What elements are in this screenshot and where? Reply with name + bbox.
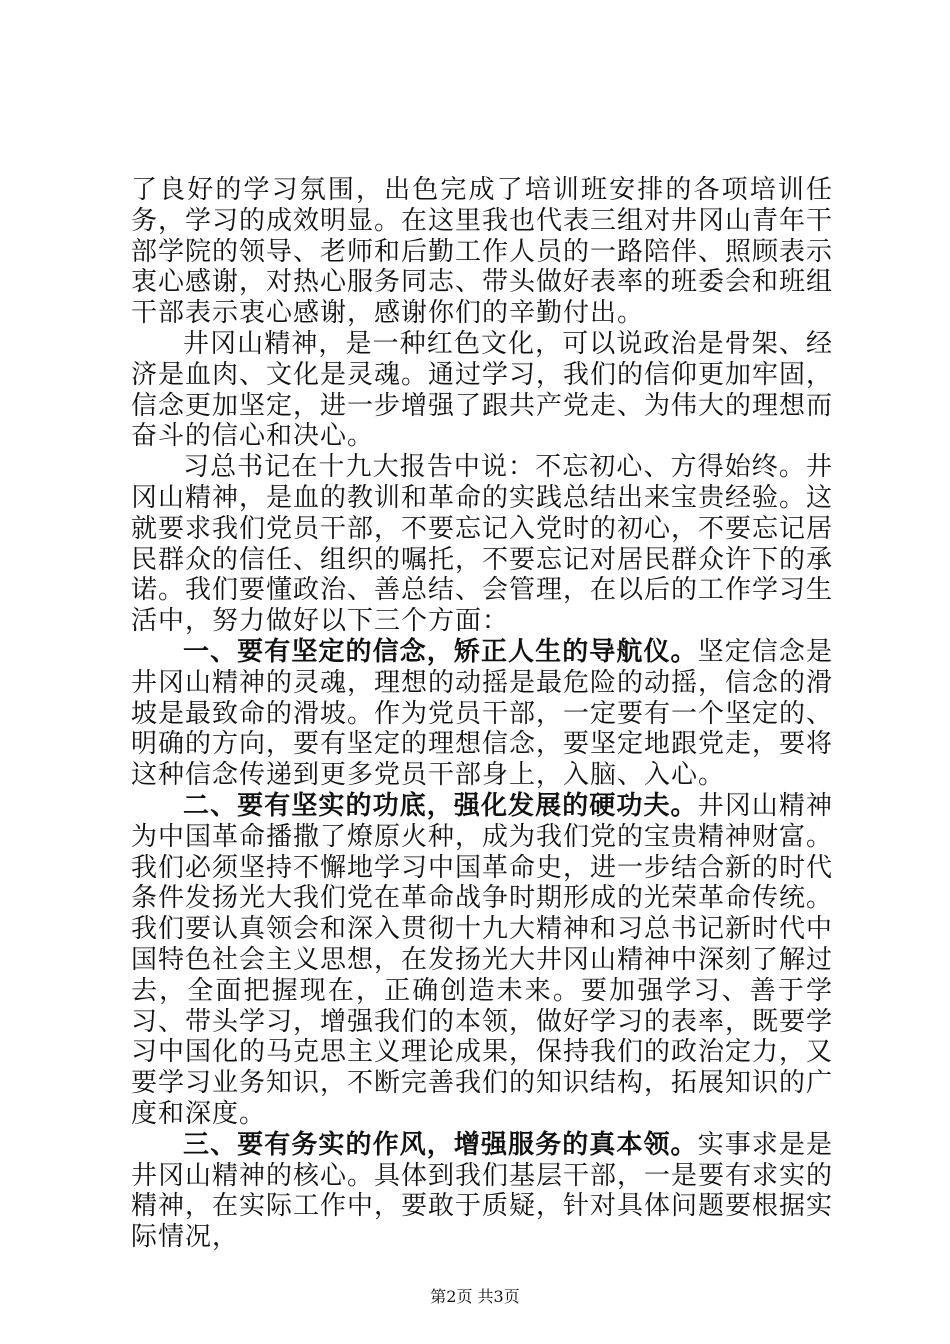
paragraph-original-aspiration [131,452,833,637]
paragraph-point-one [131,637,833,791]
paragraph-text: 习总书记在十九大报告中说：不忘初心、方得始终。井冈山精神，是血的教训和革命的实践总结出来宝贵经验。这就要求我们党员干部，不要忘记入党时的初心，不要忘记居民群众的信任、组织的嘱托，不要忘记对居民群众许下的承诺。我们要懂政治、善总结、会管理，在以后的工作学习生活中，努力做好以下三个方面： [131,452,834,637]
paragraph-jinggangshan-spirit [131,329,833,452]
page-number-footer: 第2页 共3页 [430,1287,520,1306]
point-one-heading: 一、要有坚定的信念，矫正人生的导航仪。 [183,636,698,667]
paragraph-text: 坚定信念是井冈山精神的灵魂，理想的动摇是最危险的动摇，信念的滑坡是最致命的滑坡。作为党员干部，一定要有一个坚定的、明确的方向，要有坚定的理想信念，要坚定地跟党走，要将这种信念传递到更多党员干部身上，入脑、入心。 [131,636,834,791]
paragraph-text: 了良好的学习氛围，出色完成了培训班安排的各项培训任务，学习的成效明显。在这里我也代表三组对井冈山青年干部学院的领导、老师和后勤工作人员的一路陪伴、照顾表示衷心感谢，对热心服务同志、带头做好表率的班委会和班组干部表示衷心感谢，感谢你们的辛勤付出。 [131,175,834,329]
paragraph-point-two [131,791,833,1130]
paragraph-point-three [131,1130,833,1253]
paragraph-text: 井冈山精神为中国革命播撒了燎原火种，成为我们党的宝贵精神财富。我们必须坚持不懈地学习中国革命史，进一步结合新的时代条件发扬光大我们党在革命战争时期形成的光荣革命传统。我们要认真领会和深入贯彻十九大精神和习总书记新时代中国特色社会主义思想，在发扬光大井冈山精神中深刻了解过去，全面把握现在，正确创造未来。要加强学习、善于学习、带头学习，增强我们的本领，做好学习的表率，既要学习中国化的马克思主义理论成果，保持我们的政治定力，又要学习业务知识，不断完善我们的知识结构，拓展知识的广度和深度。 [131,790,834,1129]
document-body [131,175,833,1253]
point-two-heading: 二、要有坚实的功底，强化发展的硬功夫。 [183,790,698,821]
paragraph-continuation [131,175,833,329]
paragraph-text: 井冈山精神，是一种红色文化，可以说政治是骨架、经济是血肉、文化是灵魂。通过学习，我们的信仰更加牢固，信念更加坚定，进一步增强了跟共产党走、为伟大的理想而奋斗的信心和决心。 [131,328,834,452]
point-three-heading: 三、要有务实的作风，增强服务的真本领。 [183,1129,698,1160]
paragraph-text: 实事求是是井冈山精神的核心。具体到我们基层干部，一是要有求实的精神，在实际工作中，要敢于质疑，针对具体问题要根据实际情况， [131,1129,834,1253]
